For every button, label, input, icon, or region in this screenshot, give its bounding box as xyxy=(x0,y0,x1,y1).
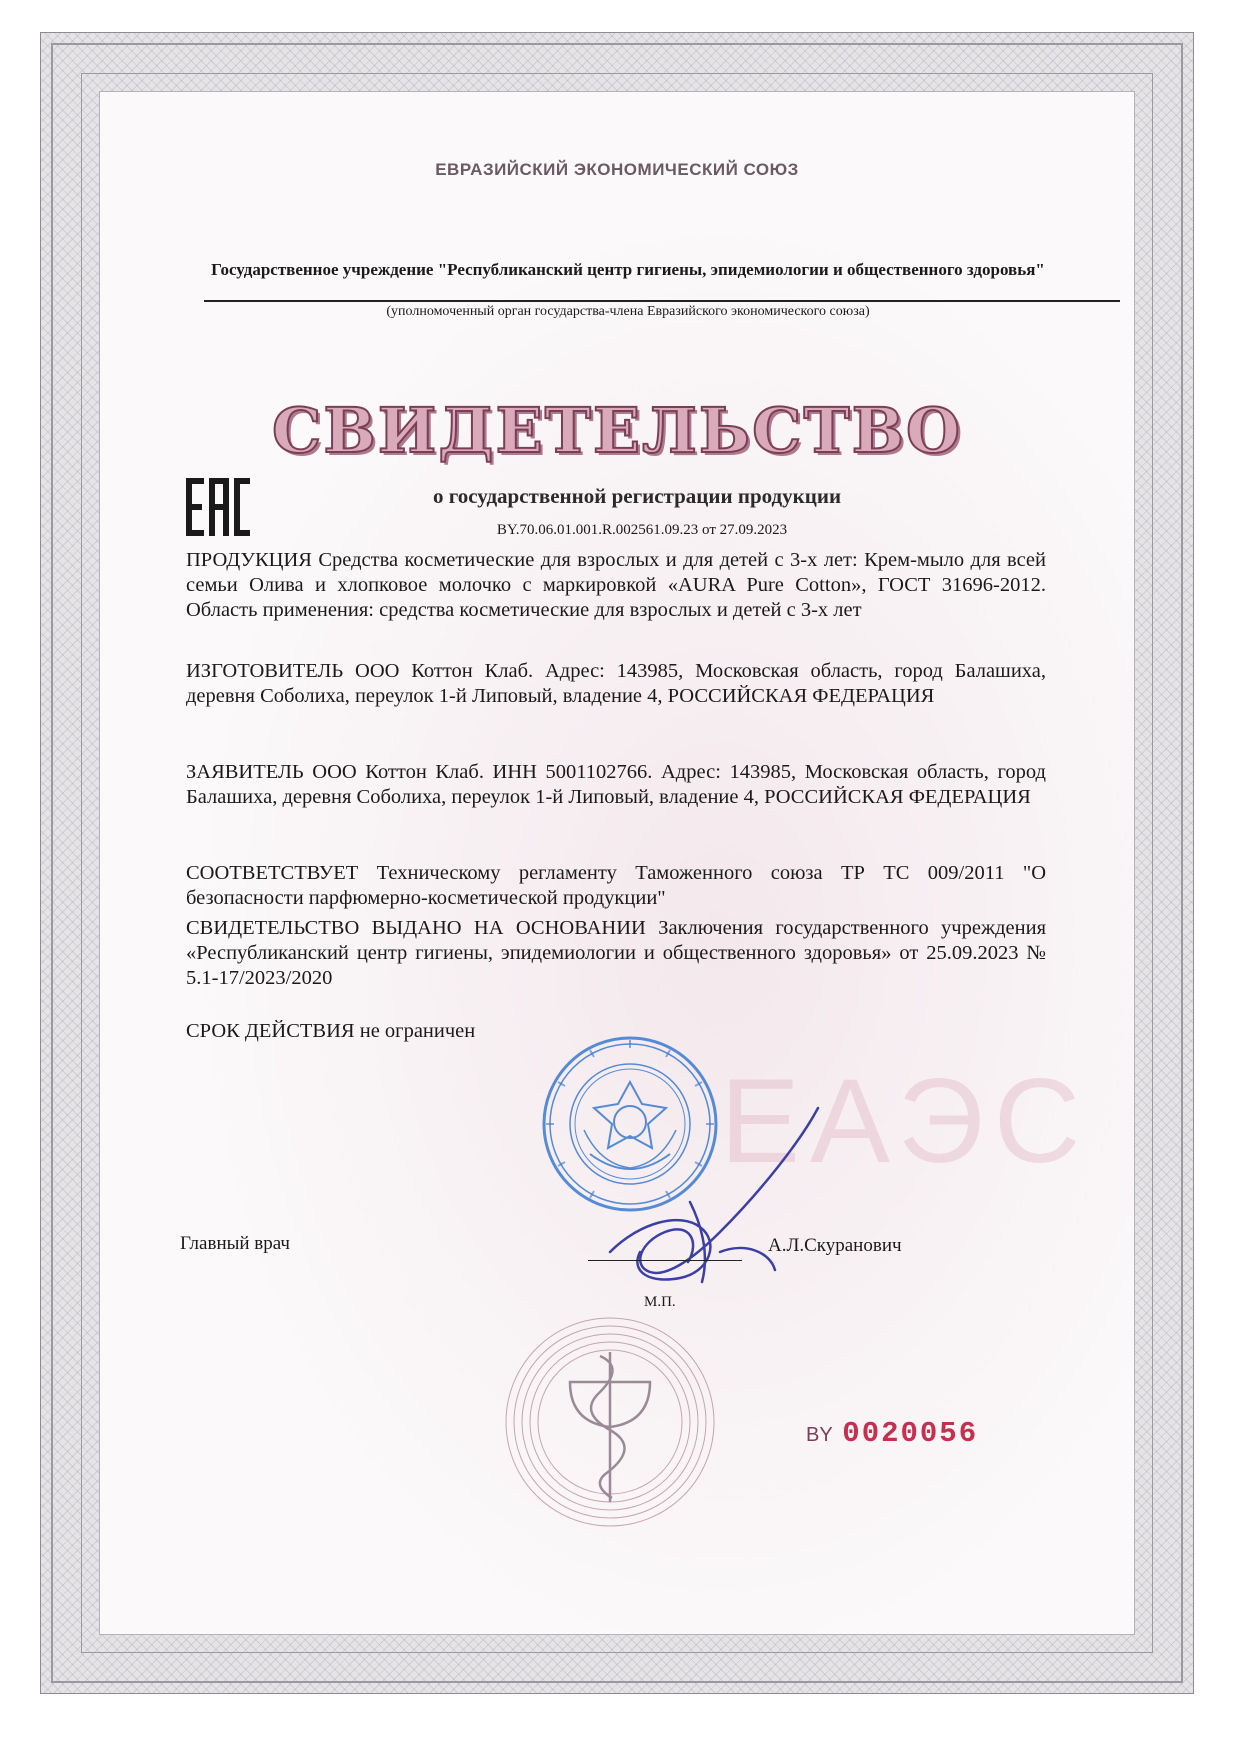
union-title: ЕВРАЗИЙСКИЙ ЭКОНОМИЧЕСКИЙ СОЮЗ xyxy=(435,160,799,179)
section-product-label: ПРОДУКЦИЯ xyxy=(186,549,312,571)
section-basis-label: СВИДЕТЕЛЬСТВО ВЫДАНО НА ОСНОВАНИИ xyxy=(186,917,646,939)
section-product xyxy=(186,548,1046,623)
section-basis-text: Заключения государственного учреждения «Республиканский центр гигиены, эпидемиологии и общественного здоровья» от 25.09.2023 № 5.1-17/2023/2020 xyxy=(186,917,1047,989)
issuer-underline xyxy=(204,300,1120,302)
signer-name: А.Л.Скуранович xyxy=(768,1235,902,1256)
section-validity-text: не ограничен xyxy=(359,1020,476,1042)
section-manufacturer xyxy=(186,659,1046,709)
eaeu-watermark: ЕАЭС xyxy=(720,1054,1091,1188)
certificate-sheet xyxy=(40,32,1194,1694)
serial-prefix: BY xyxy=(806,1424,833,1446)
document-title: СВИДЕТЕЛЬСТВО xyxy=(272,394,962,467)
section-conformity xyxy=(186,861,1046,911)
registration-number: BY.70.06.01.001.R.002561.09.23 от 27.09.2023 xyxy=(496,522,788,538)
section-conformity-label: СООТВЕТСТВУЕТ xyxy=(186,862,359,884)
document-subtitle: о государственной регистрации продукции xyxy=(432,484,842,508)
section-basis xyxy=(186,916,1046,991)
issuer-name: Государственное учреждение "Республиканский центр гигиены, эпидемиологии и общественного здоровья" xyxy=(211,260,1045,279)
section-validity-label: СРОК ДЕЙСТВИЯ xyxy=(186,1020,355,1042)
serial-number xyxy=(806,1417,978,1450)
signature-line xyxy=(588,1260,742,1261)
caduceus-rosette-icon xyxy=(500,1312,720,1532)
section-applicant xyxy=(186,760,1046,810)
serial-digits: 0020056 xyxy=(842,1417,979,1450)
section-conformity-text: Техническому регламенту Таможенного союза ТР ТС 009/2011 "О безопасности парфюмерно-косметической продукции" xyxy=(186,862,1046,909)
signer-position: Главный врач xyxy=(180,1233,290,1254)
certificate-body xyxy=(99,91,1135,1635)
section-applicant-label: ЗАЯВИТЕЛЬ xyxy=(186,761,304,783)
signature-icon xyxy=(570,1102,830,1292)
section-manufacturer-text: ООО Коттон Клаб. Адрес: 143985, Московская область, город Балашиха, деревня Соболиха, переулок 1-й Липовый, владение 4, РОССИЙСКАЯ ФЕДЕРАЦИЯ xyxy=(186,660,1047,707)
section-manufacturer-label: ИЗГОТОВИТЕЛЬ xyxy=(186,660,344,682)
stamp-place-label: М.П. xyxy=(644,1294,676,1310)
section-applicant-text: ООО Коттон Клаб. ИНН 5001102766. Адрес: 143985, Московская область, город Балашиха, деревня Соболиха, переулок 1-й Липовый, владение 4, РОССИЙСКАЯ ФЕДЕРАЦИЯ xyxy=(186,761,1046,808)
issuer-note: (уполномоченный орган государства-члена Евразийского экономического союза) xyxy=(386,304,870,319)
section-product-text: Средства косметические для взрослых и для детей с 3-х лет: Крем-мыло для всей семьи Олива и хлопковое молочко с маркировкой «AURA Pure Cotton», ГОСТ 31696-2012. Область применения: средства косметические для взрослых и детей с 3-х лет xyxy=(186,549,1047,621)
